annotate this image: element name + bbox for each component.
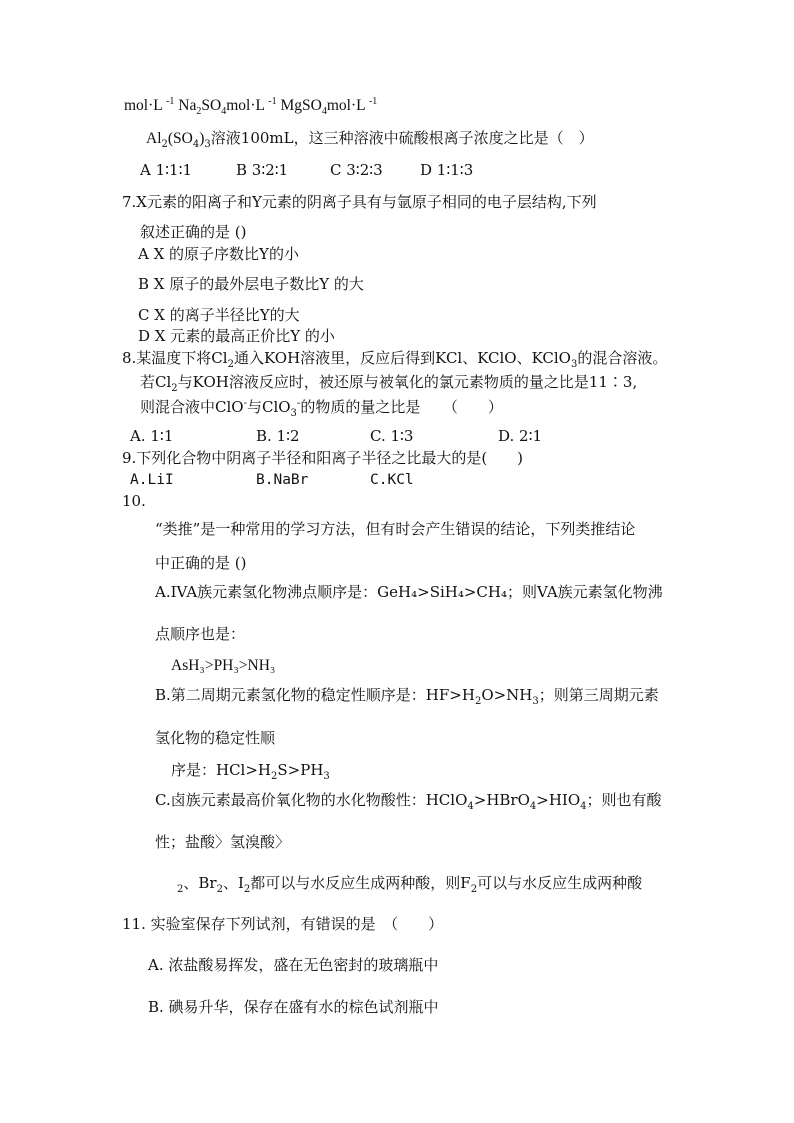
subscript: 4 [192, 139, 200, 150]
option-d: D. 2∶1 [498, 427, 543, 445]
unit-text: · [350, 97, 357, 114]
question-9-stem: 9.下列化合物中阴离子半径和阳离子半径之比最大的是( ) [122, 449, 524, 467]
question-7-option-a: A X 的原子序数比Y的小 [138, 245, 299, 263]
question-10-option-a-cont: 点顺序也是： [155, 625, 246, 643]
option-d: D 1∶1∶3 [420, 161, 474, 179]
question-8-stem [122, 348, 667, 368]
stem-text: 与ClO [246, 398, 291, 416]
option-text: C.卤族元素最高价氧化物的水化物酸性：HClO [155, 791, 468, 809]
question-10-option-b [155, 685, 659, 705]
stem-text: 则混合液中ClO [140, 398, 244, 416]
option-text: 都可以与水反应生成两种酸，则F [250, 874, 471, 892]
formula-text: ) [199, 130, 205, 147]
subscript: 4 [580, 801, 587, 812]
question-10-option-c [155, 790, 662, 810]
unit-text: mol [124, 97, 149, 114]
option-a: A. 1∶1 [130, 427, 174, 445]
question-10-option-d [177, 873, 642, 893]
option-text: >HBrO [473, 791, 530, 809]
option-text: 可以与水反应生成两种酸 [477, 874, 643, 892]
question-6-stem [146, 128, 594, 149]
option-c: C 3∶2∶3 [330, 161, 383, 179]
unit-text: mol [326, 97, 351, 114]
option-a: A 1∶1∶1 [140, 161, 193, 179]
stem-text: 8.某温度下将Cl [122, 349, 228, 367]
option-text: >HIO [536, 791, 581, 809]
subscript: 3 [290, 408, 297, 419]
option-b: B 3∶2∶1 [236, 161, 289, 179]
subscript: 2 [470, 884, 478, 895]
subscript: 2 [243, 884, 251, 895]
option-text: 、I [222, 874, 244, 892]
question-10-number: 10. [122, 492, 146, 510]
formula-text: MgSO [280, 97, 322, 114]
question-10-option-b-cont: 氢化物的稳定性顺 [155, 729, 276, 747]
question-10-option-a-formula: AsH₃>PH₃>NH₃ [171, 657, 276, 674]
subscript: 4 [221, 106, 227, 118]
option-c: C.KCl [370, 472, 414, 488]
superscript: - [243, 398, 247, 409]
subscript: 2 [171, 383, 178, 394]
unit-text: · [148, 97, 154, 114]
stem-text: 的混合溶液。 [577, 349, 668, 367]
option-text: 序是：HCl>H [171, 761, 272, 779]
question-7-stem: 7.X元素的阳离子和Y元素的阴离子具有与氩原子相同的电子层结构,下列 [122, 193, 597, 211]
subscript: 2 [216, 884, 223, 895]
question-10-option-c-cont: 性；盐酸〉氢溴酸〉 [155, 833, 291, 851]
superscript: -1 [166, 95, 175, 107]
stem-text: 若Cl [140, 373, 172, 391]
option-b: B. 1∶2 [256, 427, 300, 445]
option-text: 、Br [183, 874, 217, 892]
unit-text: L [255, 97, 265, 114]
option-c: C. 1∶3 [370, 427, 414, 445]
question-10-option-a: A.IVA族元素氢化物沸点顺序是：GeH₄>SiH₄>CH₄；则VA族元素氢化物沸 [155, 583, 663, 601]
subscript: 4 [321, 106, 327, 118]
unit-text: · [250, 97, 256, 114]
question-7-option-b: B X 原子的最外层电子数比Y 的大 [138, 275, 364, 293]
question-11-stem: 11. 实验室保存下列试剂，有错误的是 （ ） [122, 915, 444, 933]
stem-text: 溶液100mL，这三种溶液中硫酸根离子浓度之比是（ ） [210, 129, 594, 147]
option-text: O>NH [481, 686, 533, 704]
subscript: 2 [161, 139, 168, 150]
question-11-option-b: B. 碘易升华，保存在盛有水的棕色试剂瓶中 [148, 998, 439, 1016]
question-10-stem: “类推”是一种常用的学习方法，但有时会产生错误的结论，下列类推结论 [155, 520, 636, 538]
question-8-stem-cont2 [140, 397, 503, 417]
subscript: 2 [177, 884, 184, 895]
formula-text: Na [178, 97, 197, 114]
option-b: B.NaBr [256, 472, 309, 488]
subscript: 2 [474, 696, 482, 707]
subscript: 3 [532, 696, 539, 707]
subscript: 3 [570, 359, 578, 370]
subscript: 4 [529, 801, 537, 812]
question-7-option-d: D X 元素的最高正价比Y 的小 [138, 327, 335, 345]
option-text: B.第二周期元素氢化物的稳定性顺序是：HF>H [155, 686, 475, 704]
question-8-stem-cont [140, 372, 637, 392]
concentration-line [124, 96, 377, 116]
subscript: 4 [467, 801, 474, 812]
option-text: ；则也有酸 [586, 791, 662, 809]
option-text: ；则第三周期元素 [538, 686, 659, 704]
unit-text: L [153, 97, 163, 114]
superscript: -1 [368, 95, 378, 107]
subscript: 3 [323, 771, 330, 782]
formula-text: (SO [167, 130, 193, 147]
superscript: - [296, 398, 301, 409]
question-10-stem-cont: 中正确的是 () [155, 554, 247, 572]
subscript: 2 [271, 771, 278, 782]
formula-text: SO [201, 97, 222, 114]
stem-text: 通入KOH溶液里，反应后得到KCl、KClO、KClO [233, 349, 571, 367]
subscript: 2 [196, 106, 202, 118]
unit-text: mol [226, 97, 251, 114]
option-a: A.LiI [130, 472, 174, 488]
question-7-stem-cont: 叙述正确的是 () [140, 223, 247, 241]
question-10-option-b-formula [171, 760, 330, 780]
subscript: 2 [227, 359, 234, 370]
formula-text: Al [146, 130, 162, 147]
superscript: -1 [268, 95, 277, 107]
subscript: 3 [204, 139, 211, 150]
option-text: S>PH [277, 761, 324, 779]
question-11-option-a: A. 浓盐酸易挥发，盛在无色密封的玻璃瓶中 [148, 956, 439, 974]
stem-text: 与KOH溶液反应时，被还原与被氧化的氯元素物质的量之比是11∶3, [177, 373, 638, 391]
stem-text: 的物质的量之比是 （ ） [300, 398, 503, 416]
question-7-option-c: C X 的离子半径比Y的大 [138, 306, 300, 324]
unit-text: L [356, 97, 366, 114]
